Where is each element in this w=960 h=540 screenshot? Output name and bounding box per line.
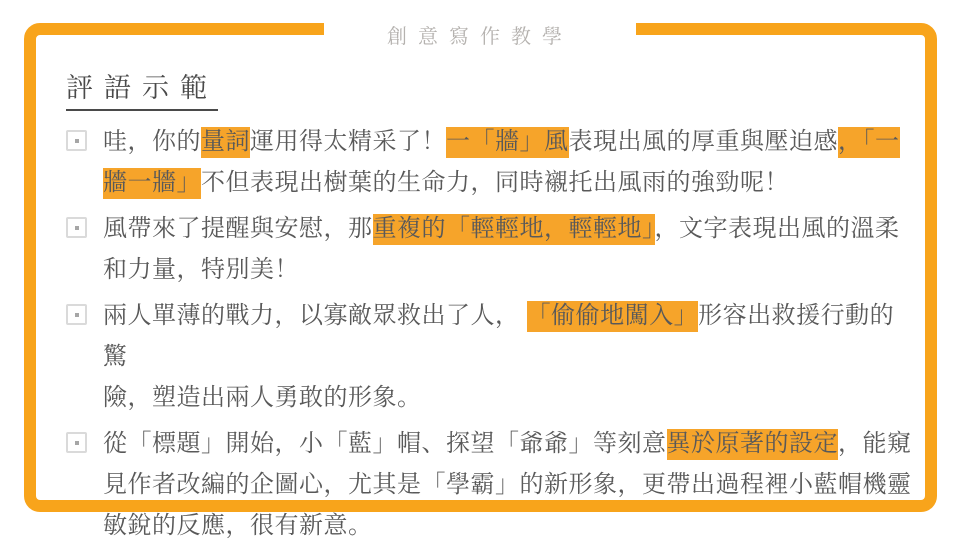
square-dot-bullet-icon — [66, 304, 87, 325]
text-segment: 風帶來了提醒與安慰，那 — [103, 215, 373, 242]
text-segment: 和力量，特別美！ — [103, 256, 299, 283]
text-segment: 哇，你的 — [103, 128, 201, 155]
square-dot-bullet-icon — [66, 217, 87, 238]
list-item — [66, 423, 916, 540]
text-segment: 不但表現出樹葉的生命力，同時襯托出風雨的強勁呢！ — [201, 169, 789, 196]
highlighted-phrase: 牆一牆」 — [103, 168, 201, 199]
bullet-list — [66, 121, 916, 540]
text-segment: 兩人單薄的戰力，以寡敵眾救出了人， — [103, 302, 527, 329]
list-item — [66, 208, 916, 290]
text-segment: 見作者改編的企圖心，尤其是「學霸」的新形象，更帶出過程裡小藍帽機靈 — [103, 471, 912, 498]
highlighted-phrase: 一「牆」風 — [446, 127, 569, 158]
bullet-dot — [75, 139, 79, 143]
text-segment: 形容出救援行動的驚 — [103, 302, 895, 370]
highlighted-phrase: 異於原著的設定 — [667, 429, 839, 460]
text-segment: 從「標題」開始，小「藍」帽、探望「爺爺」等刻意 — [103, 430, 667, 457]
bullet-text — [103, 208, 916, 290]
highlighted-phrase: ，「一 — [838, 127, 900, 158]
bullet-text — [103, 295, 916, 418]
highlighted-phrase: 重複的「輕輕地，輕輕地」 — [373, 214, 655, 245]
list-item — [66, 295, 916, 418]
bullet-dot — [75, 226, 79, 230]
brand-title: 創意寫作教學 — [324, 10, 636, 58]
bullet-text — [103, 121, 916, 203]
text-segment: 表現出風的厚重與壓迫感 — [568, 128, 838, 155]
highlighted-phrase: 「偷偷地闖入」 — [527, 301, 699, 332]
bullet-dot — [75, 313, 79, 317]
text-segment: 運用得太精采了！ — [250, 128, 446, 155]
text-segment: 敏銳的反應，很有新意。 — [103, 512, 373, 539]
bullet-dot — [75, 441, 79, 445]
text-segment: 險，塑造出兩人勇敢的形象。 — [103, 384, 422, 411]
page-title: 評語示範 — [66, 74, 218, 111]
highlighted-phrase: 量詞 — [201, 127, 250, 158]
list-item — [66, 121, 916, 203]
text-segment: ，能窺 — [838, 430, 912, 457]
bullet-text — [103, 423, 916, 540]
square-dot-bullet-icon — [66, 130, 87, 151]
text-segment: ，文字表現出風的溫柔 — [654, 215, 900, 242]
square-dot-bullet-icon — [66, 432, 87, 453]
